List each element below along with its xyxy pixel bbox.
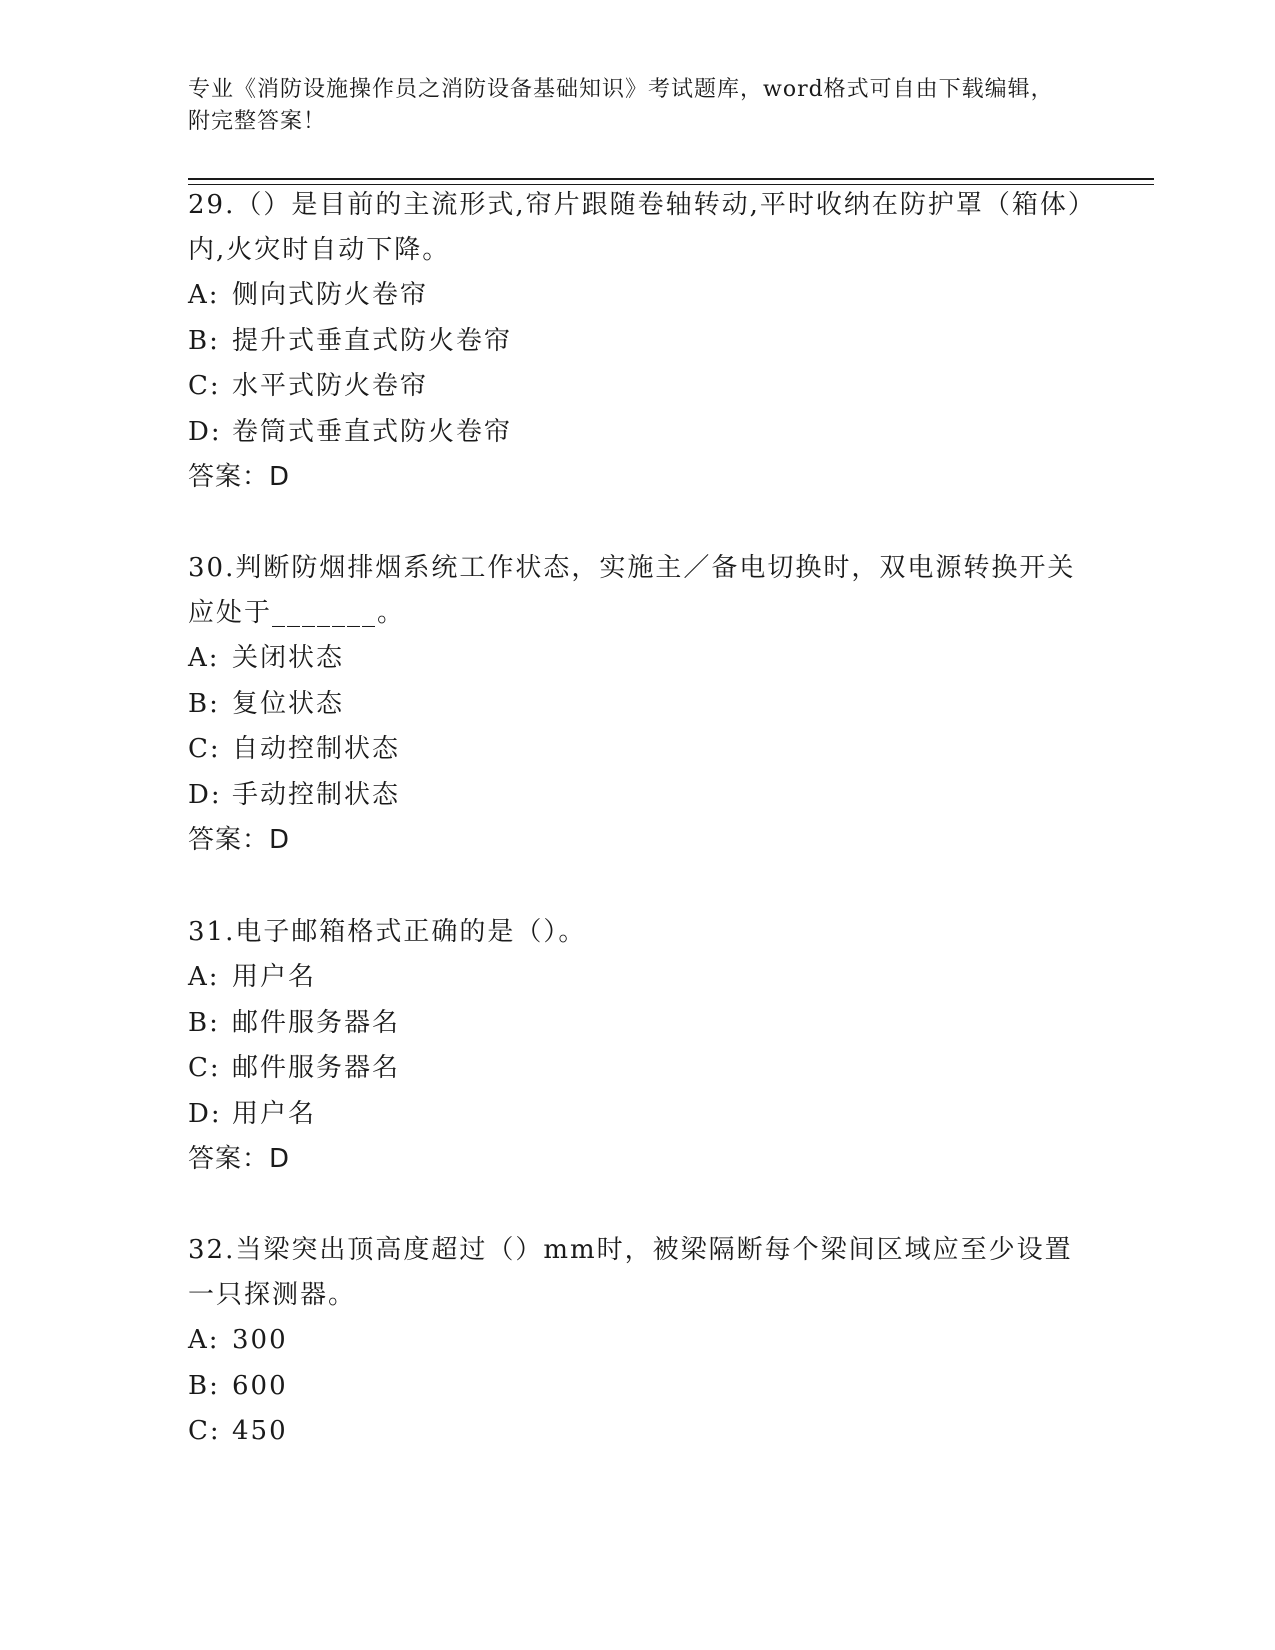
question-31 (188, 910, 1088, 1182)
option-letter: B: (188, 1007, 220, 1038)
option-b (188, 319, 1088, 365)
option-a (188, 955, 1088, 1001)
option-letter: C: (188, 1416, 221, 1446)
option-c (188, 1046, 1088, 1092)
option-letter: A: (188, 1325, 220, 1355)
option-text: 自动控制状态 (232, 734, 401, 764)
option-text: 提升式垂直式防火卷帘 (232, 325, 513, 356)
option-text: 复位状态 (232, 688, 345, 719)
option-letter: C: (188, 1053, 221, 1083)
option-a (188, 1318, 1088, 1364)
answer-line: 答案：D (188, 1144, 291, 1174)
option-text: 水平式防火卷帘 (232, 371, 429, 401)
option-d (188, 773, 1088, 819)
option-text: 600 (232, 1370, 288, 1401)
option-text: 邮件服务器名 (232, 1007, 401, 1038)
option-text: 关闭状态 (232, 643, 345, 673)
question-stem: 29.（）是目前的主流形式,帘片跟随卷轴转动,平时收纳在防护罩（箱体）内,火灾时自动下降。 (188, 190, 1083, 265)
option-letter: A: (188, 962, 220, 992)
option-letter: D: (188, 416, 222, 447)
option-d (188, 1092, 1088, 1138)
option-a (188, 636, 1088, 682)
option-letter: A: (188, 280, 220, 310)
option-letter: C: (188, 734, 221, 764)
option-text: 手动控制状态 (232, 779, 401, 810)
option-text: 用户名 (232, 1098, 317, 1129)
option-b (188, 1364, 1088, 1410)
answer-line: 答案：D (188, 825, 291, 855)
question-stem: 30.判断防烟排烟系统工作状态，实施主／备电切换时，双电源转换开关应处于_______。 (188, 553, 1076, 628)
answer-line: 答案：D (188, 462, 291, 492)
question-stem: 31.电子邮箱格式正确的是（）。 (188, 917, 587, 947)
option-text: 侧向式防火卷帘 (232, 280, 429, 310)
option-b (188, 682, 1088, 728)
option-letter: B: (188, 325, 220, 356)
option-letter: D: (188, 779, 222, 810)
option-d (188, 410, 1088, 456)
option-text: 300 (232, 1325, 288, 1355)
option-text: 用户名 (232, 962, 317, 992)
option-letter: A: (188, 643, 220, 673)
option-a (188, 273, 1088, 319)
option-letter: B: (188, 1370, 220, 1401)
question-30 (188, 546, 1088, 863)
document-header: 专业《消防设施操作员之消防设备基础知识》考试题库，word格式可自由下载编辑，附完整答案！ (188, 77, 1054, 134)
option-text: 卷筒式垂直式防火卷帘 (232, 416, 513, 447)
option-c (188, 1409, 1088, 1455)
option-letter: B: (188, 688, 220, 719)
option-text: 邮件服务器名 (232, 1053, 401, 1083)
header-divider-thick (188, 178, 1154, 180)
question-32 (188, 1228, 1088, 1455)
option-c (188, 364, 1088, 410)
question-stem: 32.当梁突出顶高度超过（）mm时，被梁隔断每个梁间区域应至少设置一只探测器。 (188, 1235, 1073, 1310)
option-letter: D: (188, 1098, 222, 1129)
option-c (188, 727, 1088, 773)
option-b (188, 1001, 1088, 1047)
question-29 (188, 183, 1088, 500)
option-text: 450 (232, 1416, 288, 1446)
option-letter: C: (188, 371, 221, 401)
